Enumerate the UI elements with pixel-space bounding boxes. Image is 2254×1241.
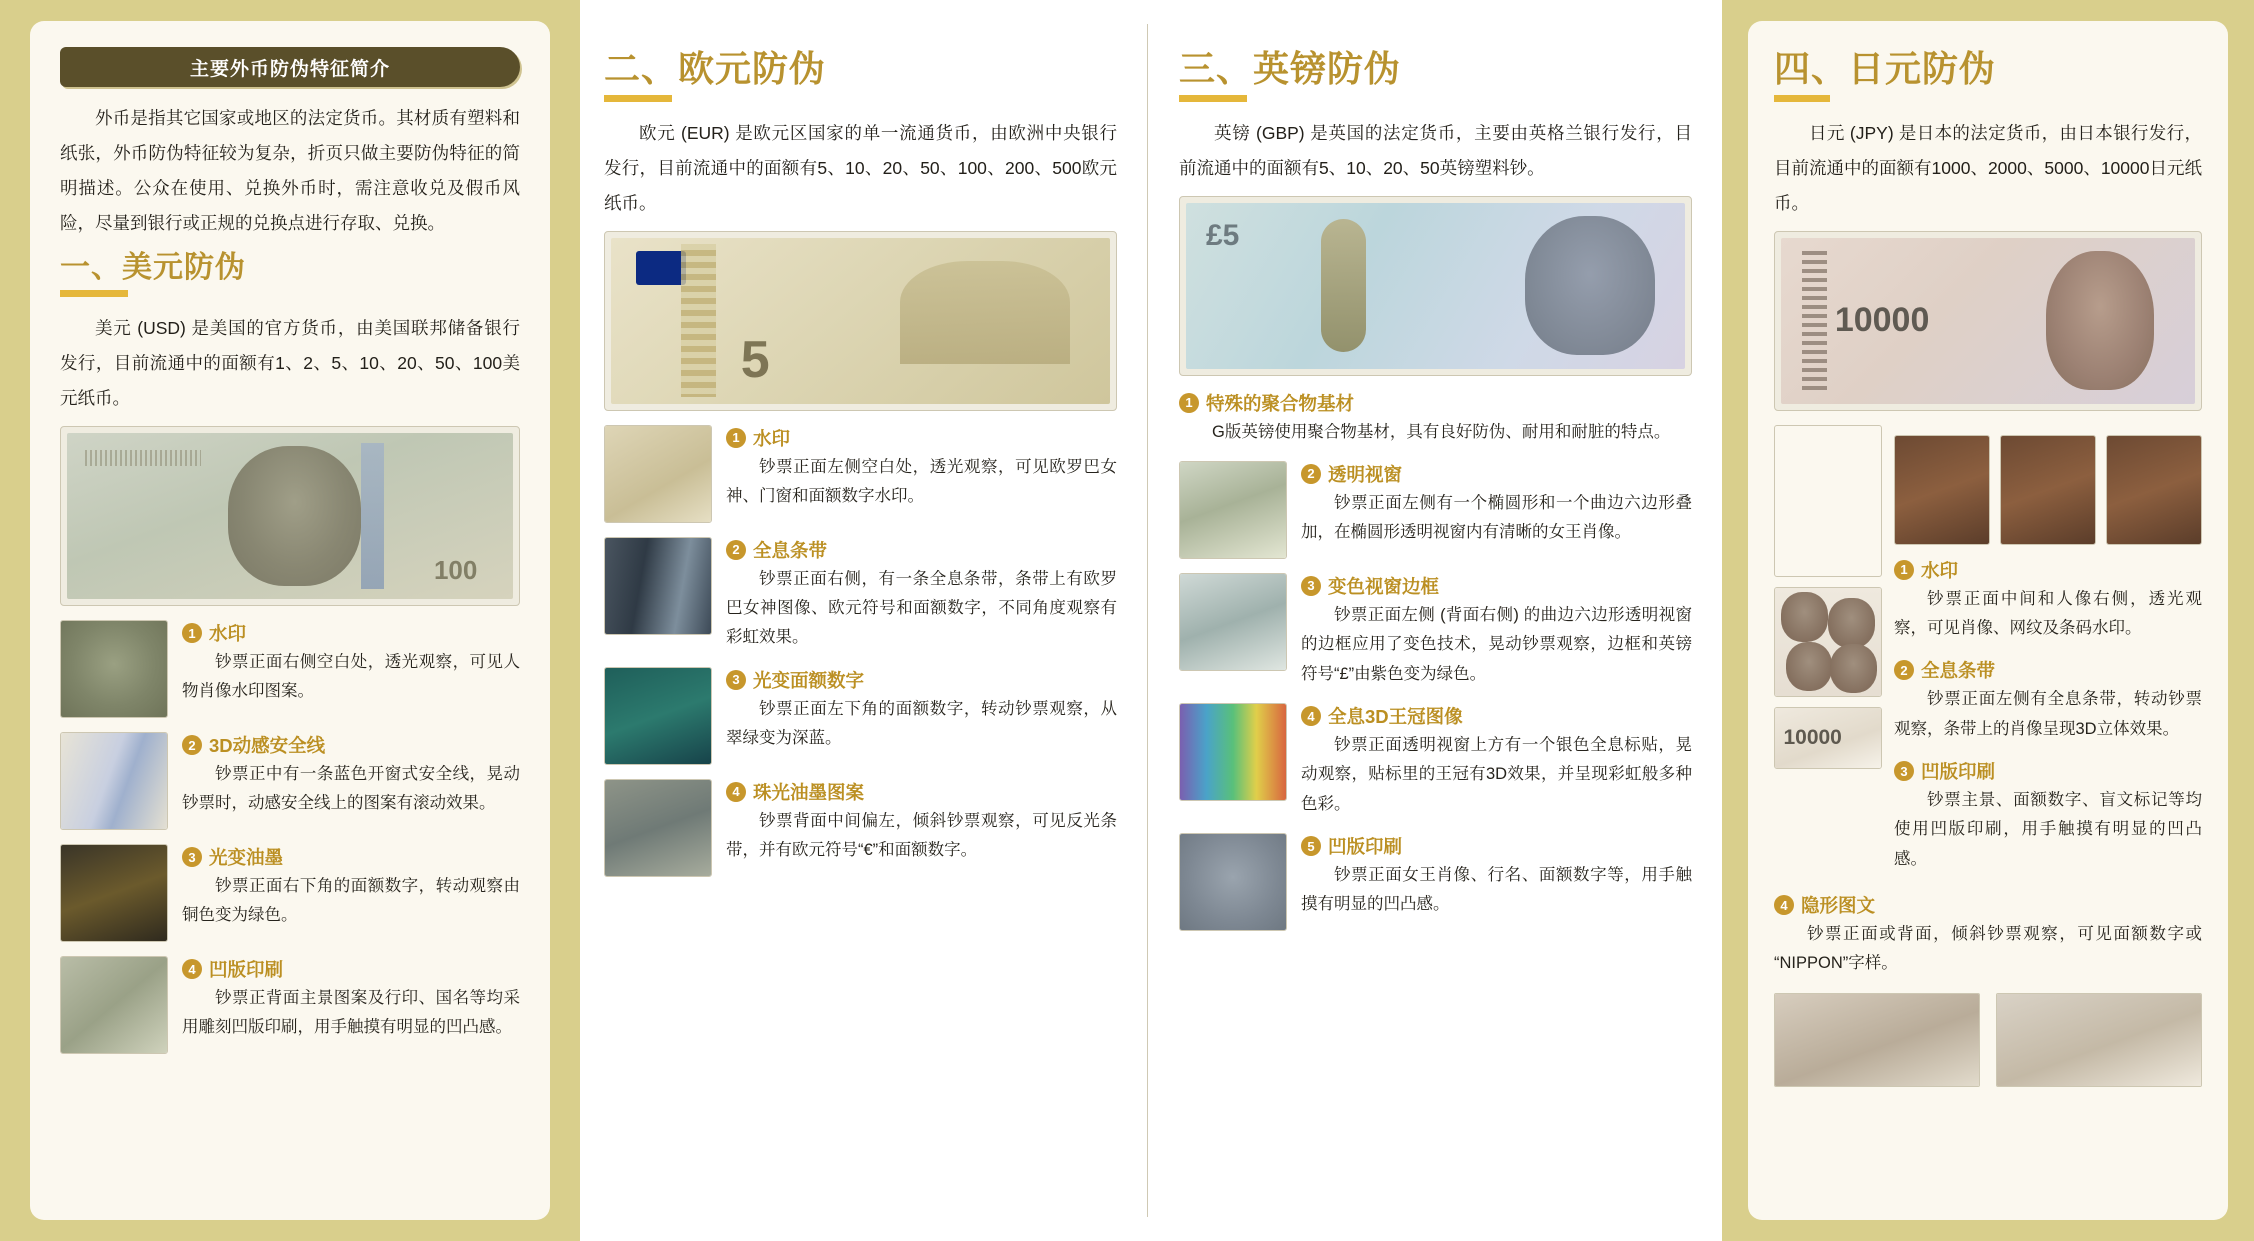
feature-jpy-2	[1894, 657, 2202, 744]
gbp-banknote-figure	[1179, 196, 1692, 376]
feature-title: 全息3D王冠图像	[1328, 706, 1463, 728]
jpy-10000-banknote: 10000	[1781, 238, 2195, 404]
eur-hologram-stripe-thumb	[604, 537, 712, 635]
eur-emerald-number-thumb	[604, 667, 712, 765]
eur-iridescent-ink-thumb	[604, 779, 712, 877]
feature-title: 全息条带	[1921, 660, 1996, 682]
feature-usd-4	[60, 956, 520, 1054]
section-intro-eur: 欧元 (EUR) 是欧元区国家的单一流通货币，由欧洲中央银行发行，目前流通中的面额有5、10、20、50、100、200、500欧元纸币。	[604, 122, 1117, 213]
bullet-4-icon: 4	[1774, 895, 1794, 915]
feature-text: G版英镑使用聚合物基材，具有良好防伪、耐用和耐脏的特点。	[1212, 422, 1671, 441]
feature-jpy-1	[1894, 557, 2202, 644]
usd-watermark-thumb	[60, 620, 168, 718]
bullet-3-icon: 3	[1894, 761, 1914, 781]
jpy-latent-image-right	[1996, 993, 2202, 1087]
gbp-holographic-crown-thumb	[1179, 703, 1287, 801]
document-title: 主要外币防伪特征简介	[189, 58, 390, 80]
usd-100-banknote: 100	[67, 433, 513, 599]
feature-usd-1	[60, 620, 520, 718]
section-underline-jpy	[1774, 95, 1830, 102]
usd-banknote-figure	[60, 426, 520, 606]
feature-text: 钞票背面中间偏左，倾斜钞票观察，可见反光条带，并有欧元符号“€”和面额数字。	[726, 811, 1117, 860]
bullet-4-icon: 4	[1301, 706, 1321, 726]
feature-eur-3	[604, 667, 1117, 765]
feature-text: 钞票正面左侧有一个椭圆形和一个曲边六边形叠加，在椭圆形透明视窗内有清晰的女王肖像。	[1301, 493, 1692, 542]
bullet-2-icon: 2	[1894, 660, 1914, 680]
jpy-banknote-figure	[1774, 231, 2202, 411]
bullet-1-icon: 1	[1894, 560, 1914, 580]
column-eur	[580, 0, 1151, 1241]
feature-text: 钞票正面中间和人像右侧，透光观察，可见肖像、网纹及条码水印。	[1894, 589, 2202, 637]
section-intro-gbp: 英镑 (GBP) 是英国的法定货币，主要由英格兰银行发行，目前流通中的面额有5、10、20、50英镑塑料钞。	[1179, 122, 1692, 178]
section-intro-jpy: 日元 (JPY) 是日本的法定货币，由日本银行发行，目前流通中的面额有1000、2000、5000、10000日元纸币。	[1774, 122, 2202, 213]
feature-title: 珠光油墨图案	[753, 781, 865, 803]
gbp-color-shift-window-frame-thumb	[1179, 573, 1287, 671]
usd-3d-security-thread-thumb	[60, 732, 168, 830]
column-jpy	[1722, 0, 2254, 1241]
feature-title: 隐形图文	[1801, 895, 1876, 917]
feature-title: 特殊的聚合物基材	[1206, 392, 1355, 414]
column-divider	[1147, 24, 1148, 1217]
jpy-intaglio-printing-thumb: 10000	[1774, 707, 1882, 769]
section-intro-usd: 美元 (USD) 是美国的官方货币，由美国联邦储备银行发行，目前流通中的面额有1、2、5、10、20、50、100美元纸币。	[60, 318, 520, 408]
feature-title: 水印	[209, 623, 247, 644]
jpy-watermark-strips	[1894, 435, 2202, 545]
feature-text: 钞票正中有一条蓝色开窗式安全线，晃动钞票时，动感安全线上的图案有滚动效果。	[182, 765, 520, 813]
section-title-jpy: 四、日元防伪	[1774, 48, 1997, 89]
feature-text: 钞票正面右侧空白处，透光观察，可见人物肖像水印图案。	[182, 653, 520, 701]
feature-title: 光变油墨	[209, 847, 284, 868]
feature-text: 钞票正面左侧有全息条带，转动钞票观察，条带上的肖像呈现3D立体效果。	[1894, 690, 2202, 738]
feature-usd-2	[60, 732, 520, 830]
section-underline-eur	[604, 95, 672, 102]
feature-text: 钞票正面左下角的面额数字，转动钞票观察，从翠绿变为深蓝。	[726, 699, 1117, 748]
usd-color-shifting-ink-thumb	[60, 844, 168, 942]
jpy-latent-images	[1774, 993, 2202, 1087]
feature-gbp-1	[1179, 390, 1692, 447]
feature-usd-3	[60, 844, 520, 942]
jpy-features-block	[1774, 425, 2202, 889]
bullet-4-icon: 4	[726, 782, 746, 802]
feature-eur-1	[604, 425, 1117, 523]
feature-jpy-3	[1894, 758, 2202, 874]
eur-banknote-figure	[604, 231, 1117, 411]
jpy-watermark-strip-2	[2000, 435, 2096, 545]
jpy-latent-image-left	[1774, 993, 1980, 1087]
bullet-5-icon: 5	[1301, 836, 1321, 856]
feature-text: 钞票正面右侧，有一条全息条带，条带上有欧罗巴女神图像、欧元符号和面额数字，不同角度观察有彩虹效果。	[726, 569, 1117, 647]
feature-text: 钞票正面左侧 (背面右侧) 的曲边六边形透明视窗的边框应用了变色技术，晃动钞票观察，边框和英镑符号“£”由紫色变为绿色。	[1301, 605, 1692, 683]
bullet-3-icon: 3	[726, 670, 746, 690]
bullet-4-icon: 4	[182, 959, 202, 979]
jpy-watermark-portrait-thumb	[1774, 425, 1882, 577]
feature-title: 光变面额数字	[753, 669, 865, 691]
bullet-2-icon: 2	[182, 735, 202, 755]
feature-gbp-4	[1179, 703, 1692, 819]
section-underline-usd	[60, 290, 128, 297]
feature-eur-2	[604, 537, 1117, 653]
bullet-1-icon: 1	[182, 623, 202, 643]
document-title-ribbon	[60, 47, 520, 87]
jpy-watermark-strip-1	[1894, 435, 1990, 545]
usd-intaglio-printing-thumb	[60, 956, 168, 1054]
feature-title: 凹版印刷	[1328, 836, 1403, 858]
eur-5-banknote: 5	[611, 238, 1110, 404]
feature-text: 钞票正背面主景图案及行印、国名等均采用雕刻凹版印刷，用手触摸有明显的凹凸感。	[182, 989, 520, 1037]
column-usd	[0, 0, 580, 1241]
gbp-5-banknote: £5	[1186, 203, 1685, 369]
bullet-1-icon: 1	[726, 428, 746, 448]
feature-eur-4	[604, 779, 1117, 877]
section-title-usd: 一、美元防伪	[60, 251, 246, 284]
jpy-hologram-stripe-thumb	[1774, 587, 1882, 697]
gbp-transparent-window-thumb	[1179, 461, 1287, 559]
jpy-watermark-strip-3	[2106, 435, 2202, 545]
jpy-thumb-stack	[1774, 425, 1880, 889]
feature-text: 钞票正面透明视窗上方有一个银色全息标贴，晃动观察，贴标里的王冠有3D效果，并呈现彩虹般多种色彩。	[1301, 736, 1692, 813]
feature-title: 全息条带	[753, 539, 828, 561]
section-title-gbp: 三、英镑防伪	[1179, 48, 1402, 89]
document-intro: 外币是指其它国家或地区的法定货币。其材质有塑料和纸张，外币防伪特征较为复杂，折页只做主要防伪特征的简明描述。公众在使用、兑换外币时，需注意收兑及假币风险，尽量到银行或正规的兑换点进行存取、兑换。	[60, 108, 520, 233]
feature-text: 钞票正面左侧空白处，透光观察，可见欧罗巴女神、门窗和面额数字水印。	[726, 457, 1117, 505]
feature-text: 钞票正面女王肖像、行名、面额数字等，用手触摸有明显的凹凸感。	[1301, 866, 1692, 914]
feature-title: 变色视窗边框	[1328, 575, 1440, 597]
column-gbp	[1151, 0, 1722, 1241]
feature-title: 透明视窗	[1328, 463, 1403, 485]
bullet-3-icon: 3	[1301, 576, 1321, 596]
section-underline-gbp	[1179, 95, 1247, 102]
feature-text: 钞票正面或背面，倾斜钞票观察，可见面额数字或“NIPPON”字样。	[1774, 925, 2202, 973]
bullet-1-icon: 1	[1179, 393, 1199, 413]
feature-gbp-2	[1179, 461, 1692, 559]
feature-gbp-3	[1179, 573, 1692, 689]
feature-jpy-4	[1774, 892, 2202, 979]
eur-watermark-thumb	[604, 425, 712, 523]
bullet-2-icon: 2	[1301, 464, 1321, 484]
feature-title: 水印	[1921, 559, 1959, 581]
feature-title: 凹版印刷	[1921, 761, 1996, 783]
feature-title: 凹版印刷	[209, 959, 284, 980]
feature-text: 钞票正面右下角的面额数字，转动观察由铜色变为绿色。	[182, 877, 520, 925]
feature-gbp-5	[1179, 833, 1692, 931]
feature-title: 3D动感安全线	[209, 735, 326, 756]
section-title-eur: 二、欧元防伪	[604, 48, 827, 89]
bullet-3-icon: 3	[182, 847, 202, 867]
gbp-intaglio-printing-thumb	[1179, 833, 1287, 931]
feature-title: 水印	[753, 427, 791, 449]
feature-text: 钞票主景、面额数字、盲文标记等均使用凹版印刷，用手触摸有明显的凹凸感。	[1894, 791, 2202, 868]
bullet-2-icon: 2	[726, 540, 746, 560]
